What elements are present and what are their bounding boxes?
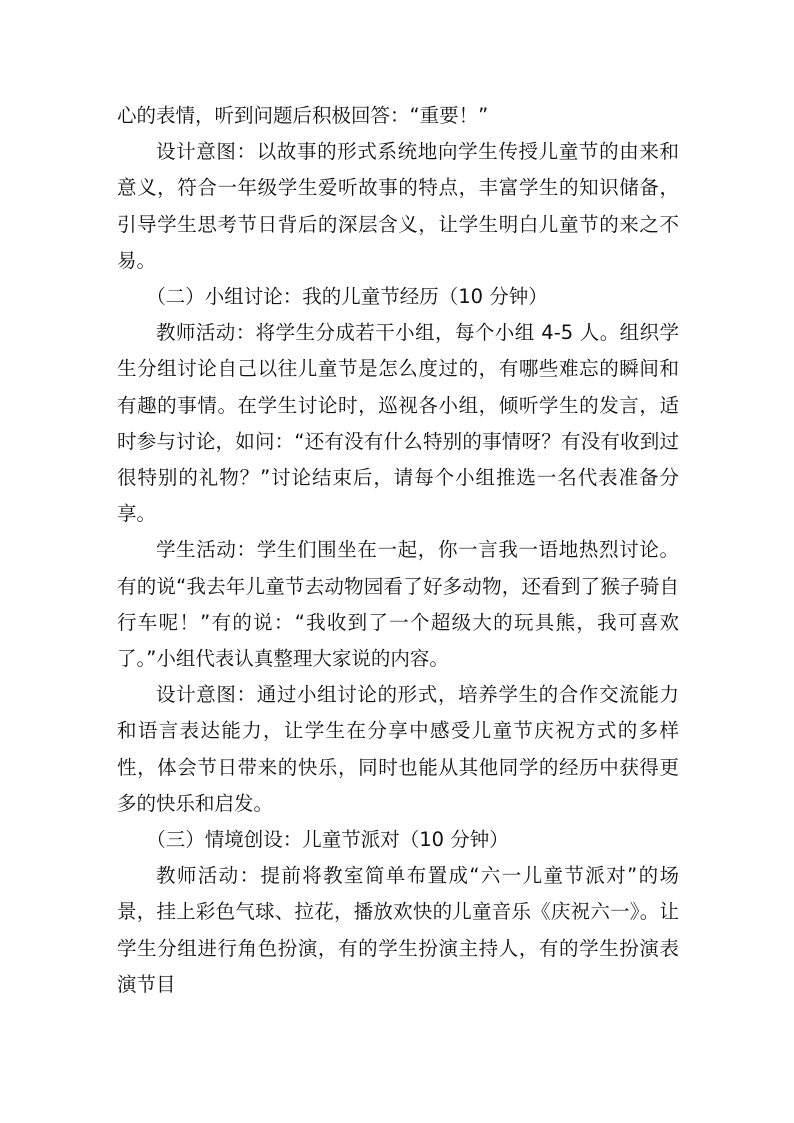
section-heading-group-discussion: （二）小组讨论：我的儿童节经历（10 分钟） (146, 285, 548, 309)
paragraph-design-intent-discussion: 设计意图：通过小组讨论的形式，培养学生的合作交流能力和语言表达能力，让学生在分享中感受儿童节庆祝方式的多样性，体会节日带来的快乐，同时也能从其他同学的经历中获得更多的快乐和启发。 (117, 683, 679, 815)
paragraph-design-intent-story: 设计意图：以故事的形式系统地向学生传授儿童节的由来和意义，符合一年级学生爱听故事的特点，丰富学生的知识储备，引导学生思考节日背后的深层含义，让学生明白儿童节的来之不易。 (117, 140, 679, 272)
document-body (117, 98, 679, 1003)
section-heading-party: （三）情境创设：儿童节派对（10 分钟） (146, 828, 509, 852)
paragraph-teacher-activity-party: 教师活动：提前将教室简单布置成“六一儿童节派对”的场景，挂上彩色气球、拉花，播放欢快的儿童音乐《庆祝六一》。让学生分组进行角色扮演，有的学生扮演主持人，有的学生扮演表演节目 (117, 864, 679, 996)
paragraph-continuation: 心的表情，听到问题后积极回答：“重要！” (117, 104, 489, 127)
paragraph-teacher-activity-discussion: 教师活动：将学生分成若干小组，每个小组 4-5 人。组织学生分组讨论自己以往儿童节是怎么度过的，有哪些难忘的瞬间和有趣的事情。在学生讨论时，巡视各小组，倾听学生的发言，适时参与讨论，如问：“还有没有什么特别的事情呀？有没有收到过很特别的礼物？”讨论结束后，请每个小组推选一名代表准备分享。 (117, 321, 679, 526)
paragraph-student-activity-discussion: 学生活动：学生们围坐在一起，你一言我一语地热烈讨论。有的说“我去年儿童节去动物园看了好多动物，还看到了猴子骑自行车呢！”有的说：“我收到了一个超级大的玩具熊，我可喜欢了。”小组代表认真整理大家说的内容。 (117, 538, 679, 671)
